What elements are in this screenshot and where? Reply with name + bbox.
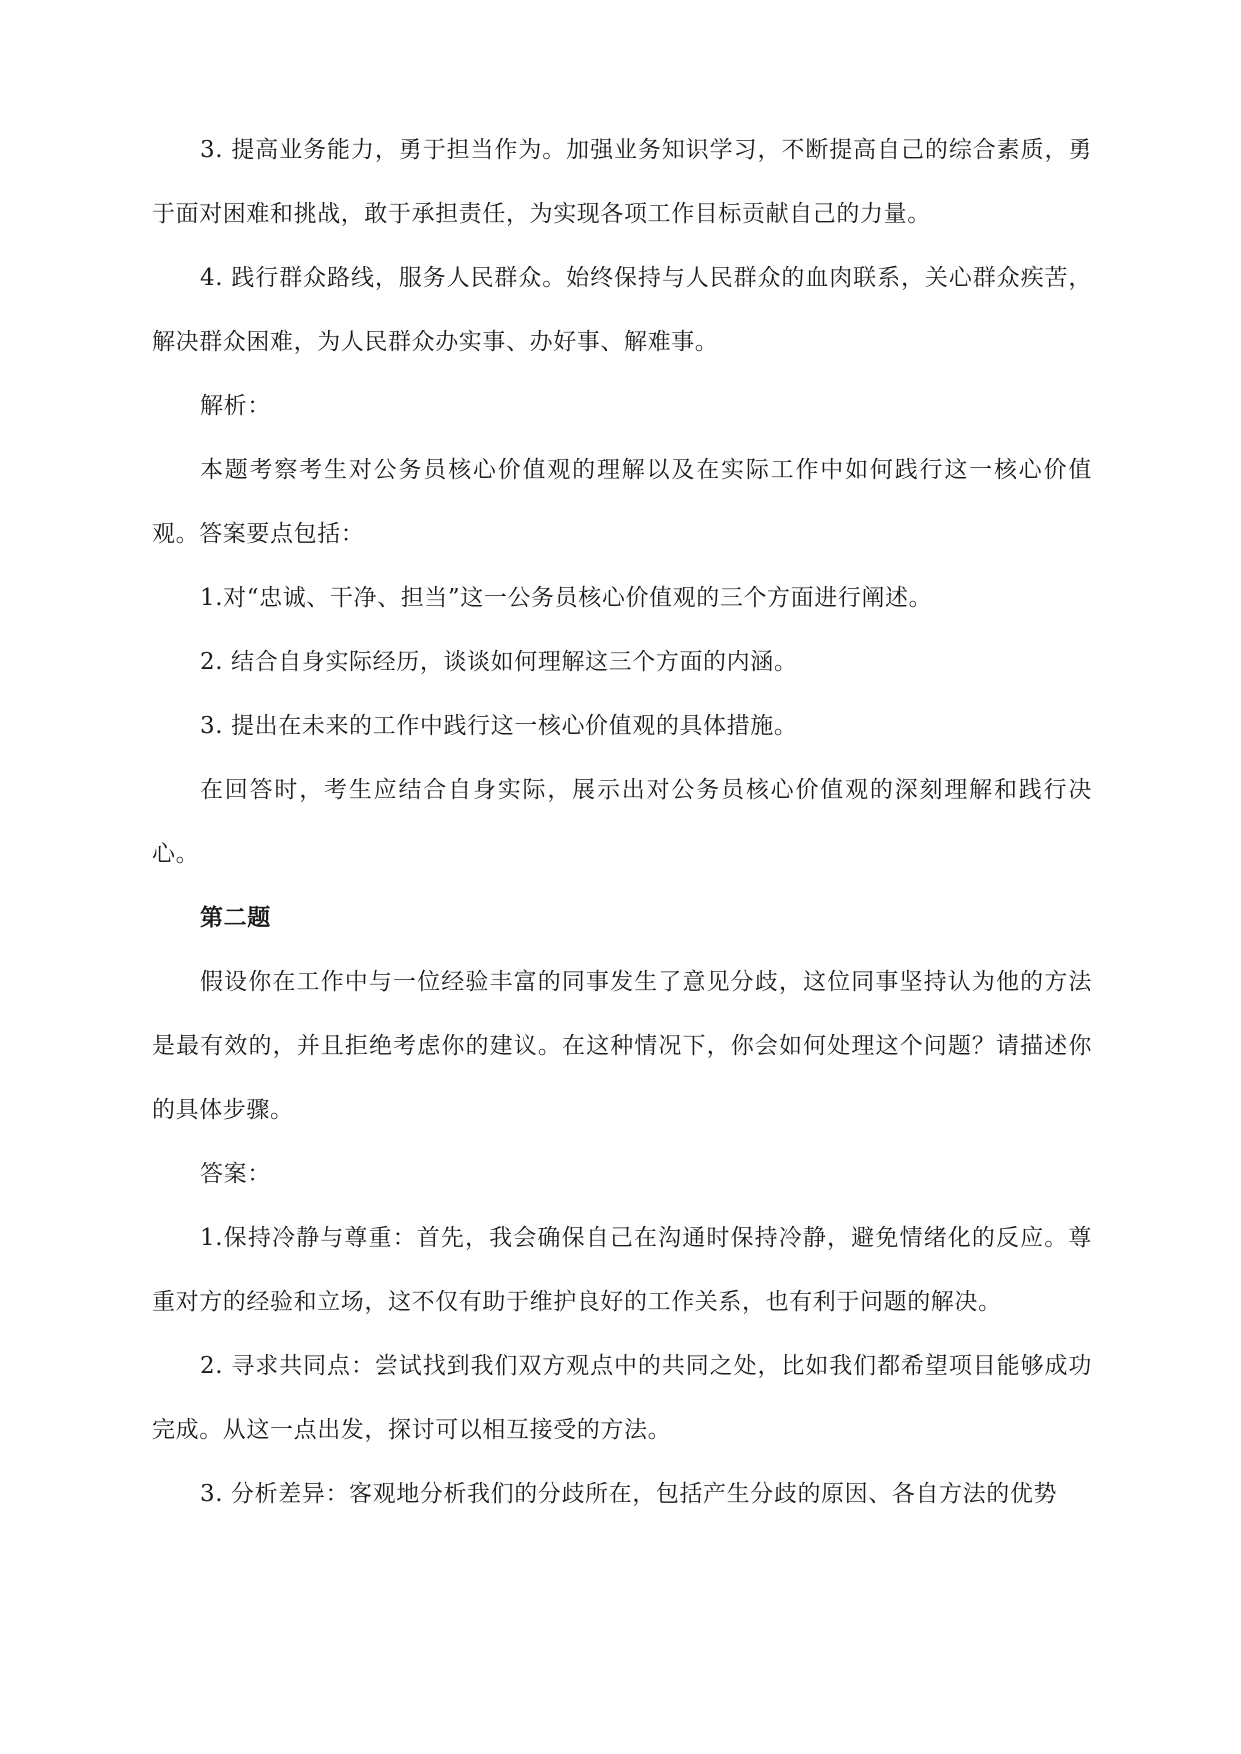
paragraph-step-2: 2. 寻求共同点：尝试找到我们双方观点中的共同之处，比如我们都希望项目能够成功完成。从这一点出发，探讨可以相互接受的方法。 [152,1353,1092,1443]
paragraph-answer-label: 答案： [200,1161,271,1187]
paragraph-key-point-2: 2. 结合自身实际经历，谈谈如何理解这三个方面的内涵。 [200,649,798,675]
paragraph-key-point-1: 1.对“忠诚、干净、担当”这一公务员核心价值观的三个方面进行阐述。 [200,585,933,611]
paragraph-answer-note: 在回答时，考生应结合自身实际，展示出对公务员核心价值观的深刻理解和践行决心。 [152,777,1092,867]
paragraph-question: 假设你在工作中与一位经验丰富的同事发生了意见分歧，这位同事坚持认为他的方法是最有效的，并且拒绝考虑你的建议。在这种情况下，你会如何处理这个问题？请描述你的具体步骤。 [152,969,1092,1123]
paragraph-analysis-label: 解析： [200,393,271,419]
paragraph-measure-3: 3. 提高业务能力，勇于担当作为。加强业务知识学习，不断提高自己的综合素质，勇于面对困难和挑战，敢于承担责任，为实现各项工作目标贡献自己的力量。 [152,137,1092,227]
paragraph-measure-4: 4. 践行群众路线，服务人民群众。始终保持与人民群众的血肉联系，关心群众疾苦，解决群众困难，为人民群众办实事、办好事、解难事。 [152,265,1092,355]
paragraph-step-1: 1.保持冷静与尊重：首先，我会确保自己在沟通时保持冷静，避免情绪化的反应。尊重对方的经验和立场，这不仅有助于维护良好的工作关系，也有利于问题的解决。 [152,1225,1092,1315]
paragraph-key-point-3: 3. 提出在未来的工作中践行这一核心价值观的具体措施。 [200,713,798,739]
paragraph-analysis-intro: 本题考察考生对公务员核心价值观的理解以及在实际工作中如何践行这一核心价值观。答案要点包括： [152,457,1092,547]
question-heading: 第二题 [200,904,271,931]
paragraph-step-3: 3. 分析差异：客观地分析我们的分歧所在，包括产生分歧的原因、各自方法的优势 [200,1481,1058,1507]
